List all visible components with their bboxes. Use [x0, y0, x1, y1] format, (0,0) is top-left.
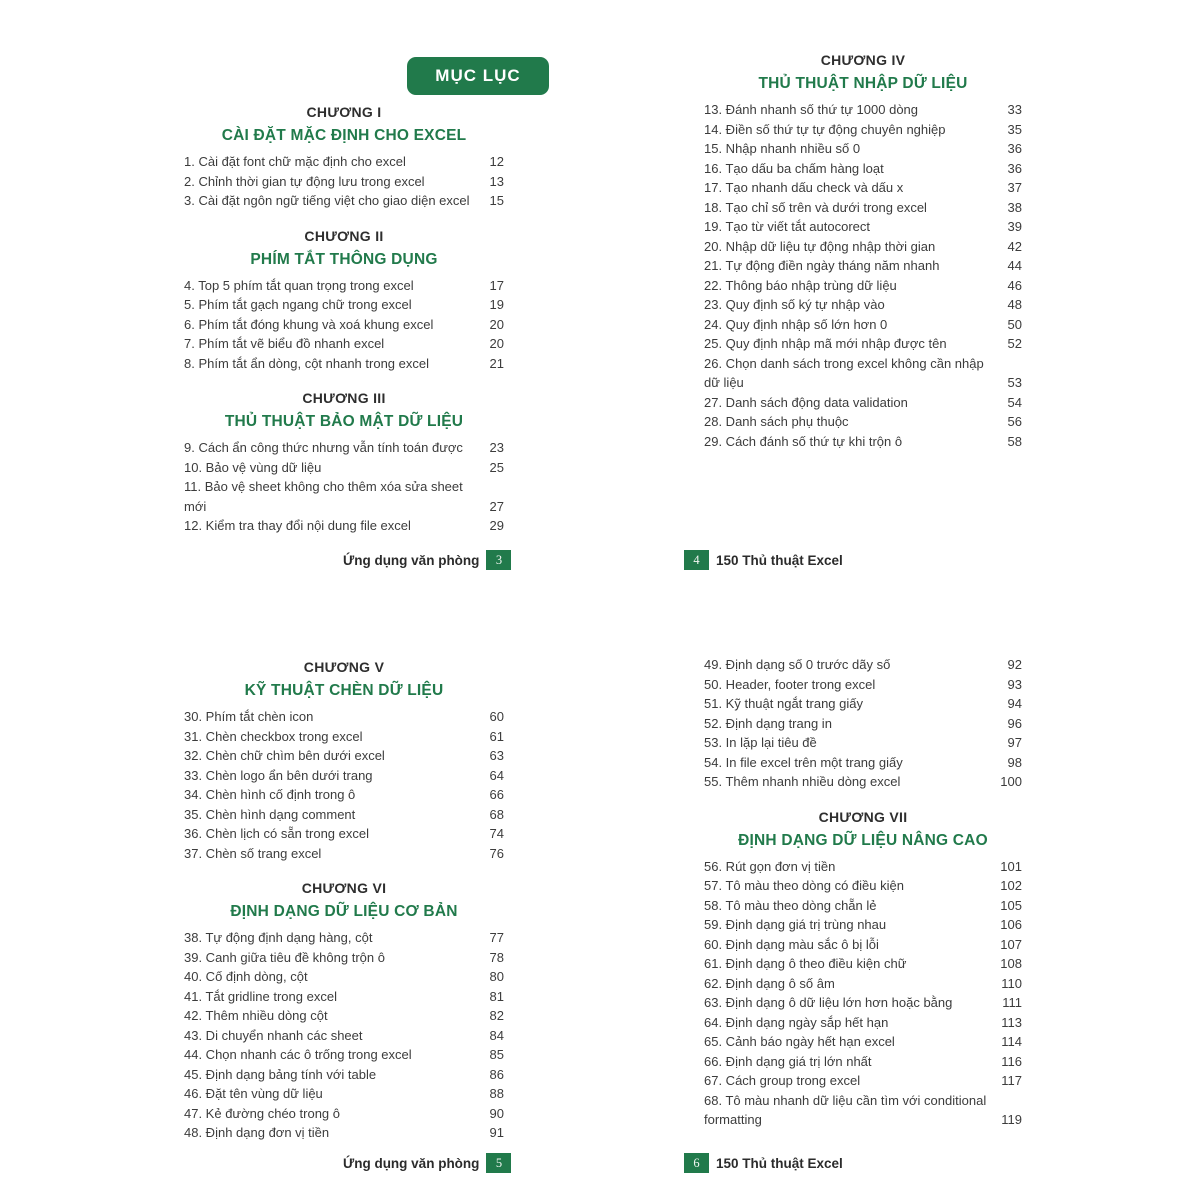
toc-item: [704, 256, 1022, 276]
toc-item: [704, 915, 1022, 935]
toc-item-text: 18. Tạo chỉ số trên và dưới trong excel: [704, 199, 927, 215]
toc-item: [704, 315, 1022, 335]
toc-item-page: 90: [489, 1105, 504, 1121]
toc-item: [184, 295, 504, 315]
toc-item: [704, 1032, 1022, 1052]
toc-item-text: 13. Đánh nhanh số thứ tự 1000 dòng: [704, 102, 919, 117]
toc-item-page: 80: [489, 969, 504, 984]
toc-item: [704, 178, 1022, 198]
toc-column-page5: [184, 658, 504, 1143]
toc-item-page: 93: [1007, 676, 1022, 692]
toc-item-text: 4. Top 5 phím tắt quan trọng trong excel: [184, 277, 414, 293]
toc-item-page: 68: [489, 806, 504, 822]
toc-item-text: 31. Chèn checkbox trong excel: [184, 728, 363, 744]
toc-item-text: 5. Phím tắt gạch ngang chữ trong excel: [184, 297, 412, 312]
toc-item-text: 32. Chèn chữ chìm bên dưới excel: [184, 748, 385, 763]
toc-item-page: 36: [1007, 141, 1022, 156]
toc-item-text: 9. Cách ẩn công thức nhưng vẫn tính toán được: [184, 440, 463, 455]
toc-item-text: 11. Bảo vệ sheet không cho thêm xóa sửa sheet mới: [184, 479, 463, 514]
toc-item: [184, 191, 504, 211]
toc-item: [704, 694, 1022, 714]
toc-item-page: 106: [1000, 917, 1022, 932]
toc-chapter-block: [184, 658, 504, 863]
chapter-heading: CHƯƠNG II: [304, 227, 384, 244]
toc-item-text: 52. Định dạng trang in: [704, 715, 832, 731]
toc-item-text: 62. Định dạng ô số âm: [704, 975, 835, 991]
toc-item-page: 53: [1007, 375, 1022, 390]
toc-item-page: 46: [1007, 277, 1022, 293]
chapter-heading: CHƯƠNG I: [306, 104, 382, 120]
toc-column-page3: [184, 103, 504, 536]
toc-item: [184, 334, 504, 354]
toc-item: [184, 172, 504, 192]
toc-item: [184, 785, 504, 805]
toc-item-page: 82: [489, 1008, 504, 1023]
footer-right-page4: [684, 550, 843, 570]
toc-item: [704, 655, 1022, 675]
toc-item-page: 52: [1007, 336, 1022, 351]
toc-item: [184, 516, 504, 536]
toc-item: [184, 1084, 504, 1104]
toc-item-text: 51. Kỹ thuật ngắt trang giấy: [704, 696, 863, 711]
toc-item: [704, 139, 1022, 159]
page-number-badge: 5: [486, 1153, 511, 1173]
toc-item-page: 38: [1007, 199, 1022, 215]
toc-item: [184, 354, 504, 374]
toc-item-page: 101: [1000, 858, 1022, 874]
toc-item: [704, 1052, 1022, 1072]
chapter-title: ĐỊNH DẠNG DỮ LIỆU CƠ BẢN: [230, 903, 458, 920]
toc-item: [184, 707, 504, 727]
toc-item: [704, 354, 1022, 393]
toc-item-page: 84: [489, 1027, 504, 1043]
chapter-title: THỦ THUẬT BẢO MẬT DỮ LIỆU: [224, 413, 464, 430]
toc-item: [704, 276, 1022, 296]
toc-item-text: 21. Tự động điền ngày tháng năm nhanh: [704, 258, 940, 273]
toc-item: [704, 954, 1022, 974]
toc-item: [184, 1006, 504, 1026]
toc-item-text: 28. Danh sách phụ thuộc: [704, 414, 849, 429]
toc-item-page: 36: [1007, 160, 1022, 176]
toc-item-text: 30. Phím tắt chèn icon: [184, 709, 314, 724]
toc-item: [704, 974, 1022, 994]
toc-item-text: 47. Kẻ đường chéo trong ô: [184, 1105, 340, 1121]
toc-item-text: 8. Phím tắt ẩn dòng, cột nhanh trong excel: [184, 355, 429, 371]
toc-item: [184, 315, 504, 335]
chapter-title: KỸ THUẬT CHÈN DỮ LIỆU: [244, 682, 444, 699]
footer-book-title: 150 Thủ thuật Excel: [716, 1155, 843, 1171]
toc-item-page: 81: [489, 988, 504, 1004]
toc-item-text: 64. Định dạng ngày sắp hết hạn: [704, 1014, 889, 1030]
footer-brand-label: Ứng dụng văn phòng: [343, 1155, 480, 1171]
toc-title-label: MỤC LỤC: [435, 66, 521, 85]
toc-item: [704, 733, 1022, 753]
toc-item-text: 45. Định dạng bảng tính với table: [184, 1066, 377, 1082]
toc-item: [704, 772, 1022, 792]
toc-chapter-block: [184, 879, 504, 1143]
toc-item-page: 117: [1001, 1073, 1022, 1088]
chapter-title: ĐỊNH DẠNG DỮ LIỆU NÂNG CAO: [738, 831, 988, 849]
toc-item: [704, 159, 1022, 179]
toc-item-text: 16. Tạo dấu ba chấm hàng loạt: [704, 160, 884, 176]
toc-item-text: 50. Header, footer trong excel: [704, 676, 876, 692]
toc-item-page: 74: [489, 826, 504, 841]
toc-item: [704, 993, 1022, 1013]
page-number-badge: 4: [684, 550, 709, 570]
toc-item-text: 34. Chèn hình cố định trong ô: [184, 787, 356, 802]
toc-item-text: 44. Chọn nhanh các ô trống trong excel: [184, 1047, 412, 1062]
toc-item-page: 113: [1001, 1014, 1022, 1030]
toc-item-page: 108: [1000, 956, 1022, 971]
toc-item-text: 24. Quy định nhập số lớn hơn 0: [704, 316, 888, 332]
toc-item-text: 26. Chọn danh sách trong excel không cần nhập dữ liệu: [704, 355, 984, 390]
toc-chapter-block: [704, 51, 1022, 451]
toc-item-page: 58: [1007, 433, 1022, 449]
toc-item-page: 17: [489, 277, 504, 293]
toc-item: [704, 857, 1022, 877]
toc-item: [704, 198, 1022, 218]
chapter-title: PHÍM TẮT THÔNG DỤNG: [250, 250, 438, 268]
toc-item-text: 14. Điền số thứ tự tự động chuyên nghiệp: [704, 121, 946, 137]
toc-item: [704, 876, 1022, 896]
toc-item-text: 6. Phím tắt đóng khung và xoá khung excel: [184, 316, 434, 332]
toc-item-text: 61. Định dạng ô theo điều kiện chữ: [704, 956, 907, 971]
toc-item-text: 63. Định dạng ô dữ liệu lớn hơn hoặc bằng: [704, 995, 953, 1010]
toc-item-text: 22. Thông báo nhập trùng dữ liệu: [704, 277, 897, 293]
toc-item: [184, 1104, 504, 1124]
toc-item: [184, 438, 504, 458]
toc-item-page: 116: [1001, 1053, 1022, 1069]
toc-item: [184, 1065, 504, 1085]
toc-item-text: 40. Cố định dòng, cột: [184, 969, 308, 984]
toc-item: [184, 967, 504, 987]
toc-item-text: 2. Chỉnh thời gian tự động lưu trong excel: [184, 173, 425, 189]
toc-item-text: 37. Chèn số trang excel: [184, 845, 322, 861]
footer-book-title: 150 Thủ thuật Excel: [716, 552, 843, 568]
toc-item-text: 68. Tô màu nhanh dữ liệu cần tìm với conditional formatting: [704, 1092, 987, 1127]
toc-item-page: 114: [1001, 1034, 1022, 1049]
toc-item: [184, 1026, 504, 1046]
toc-item-text: 56. Rút gọn đơn vị tiền: [704, 858, 836, 874]
toc-chapter-block: [184, 103, 504, 211]
toc-item-page: 15: [489, 193, 504, 208]
toc-item: [704, 1013, 1022, 1033]
toc-item-text: 20. Nhập dữ liệu tự động nhập thời gian: [704, 238, 936, 254]
toc-item-text: 59. Định dạng giá trị trùng nhau: [704, 917, 887, 932]
toc-item: [184, 1045, 504, 1065]
toc-item-page: 23: [489, 440, 504, 455]
toc-item-text: 60. Định dạng màu sắc ô bị lỗi: [704, 936, 879, 952]
toc-item: [704, 217, 1022, 237]
toc-item-page: 78: [489, 949, 504, 965]
toc-item: [704, 714, 1022, 734]
toc-item-text: 25. Quy định nhập mã mới nhập được tên: [704, 336, 947, 351]
toc-item: [184, 746, 504, 766]
page-number-badge: 3: [486, 550, 511, 570]
toc-item-page: 77: [489, 930, 504, 945]
toc-item-page: 111: [1002, 995, 1022, 1010]
toc-item-text: 1. Cài đặt font chữ mặc định cho excel: [184, 154, 406, 169]
toc-item: [704, 100, 1022, 120]
toc-item-page: 56: [1007, 414, 1022, 429]
toc-item-page: 61: [489, 728, 504, 744]
toc-column-page6: [704, 655, 1022, 1130]
toc-item-text: 41. Tắt gridline trong excel: [184, 988, 337, 1004]
toc-item-text: 17. Tạo nhanh dấu check và dấu x: [704, 180, 904, 195]
toc-chapter-block: [184, 389, 504, 536]
toc-item-page: 98: [1007, 754, 1022, 770]
toc-chapter-block: [184, 227, 504, 374]
toc-item: [184, 824, 504, 844]
toc-item: [704, 896, 1022, 916]
toc-item: [184, 766, 504, 786]
footer-right-page6: [684, 1153, 843, 1173]
footer-left-page3: [343, 550, 511, 570]
toc-item: [184, 928, 504, 948]
toc-item: [184, 458, 504, 478]
toc-item-page: 44: [1007, 258, 1022, 273]
toc-item-text: 27. Danh sách động data validation: [704, 394, 908, 410]
toc-item-text: 65. Cảnh báo ngày hết hạn excel: [704, 1034, 895, 1049]
toc-item-page: 13: [489, 173, 504, 189]
toc-item-page: 88: [489, 1086, 504, 1101]
toc-item-text: 38. Tự động định dạng hàng, cột: [184, 930, 373, 945]
footer-left-page5: [343, 1153, 511, 1173]
toc-item-text: 54. In file excel trên một trang giấy: [704, 754, 903, 770]
toc-item: [704, 432, 1022, 452]
toc-item-text: 46. Đặt tên vùng dữ liệu: [184, 1086, 323, 1101]
toc-item-text: 53. In lặp lại tiêu đề: [704, 735, 817, 750]
toc-item-page: 39: [1007, 219, 1022, 234]
toc-item: [704, 412, 1022, 432]
toc-item-page: 97: [1007, 735, 1022, 750]
toc-item-page: 64: [489, 767, 504, 783]
toc-item-page: 92: [1007, 657, 1022, 672]
chapter-heading: CHƯƠNG VII: [818, 808, 908, 825]
toc-item-page: 54: [1007, 394, 1022, 410]
toc-item-page: 29: [489, 518, 504, 533]
toc-item-page: 91: [489, 1125, 504, 1140]
toc-item-text: 66. Định dạng giá trị lớn nhất: [704, 1053, 872, 1069]
chapter-title: CÀI ĐẶT MẶC ĐỊNH CHO EXCEL: [221, 127, 467, 144]
toc-item-text: 49. Định dạng số 0 trước dãy số: [704, 657, 891, 672]
toc-chapter-block: [704, 808, 1022, 1130]
page-number-badge: 6: [684, 1153, 709, 1173]
toc-item: [704, 120, 1022, 140]
toc-item-page: 42: [1007, 238, 1022, 254]
toc-item: [704, 675, 1022, 695]
toc-item-page: 50: [1007, 316, 1022, 332]
toc-item: [704, 295, 1022, 315]
toc-item-text: 39. Canh giữa tiêu đề không trộn ô: [184, 949, 385, 965]
footer-brand-label: Ứng dụng văn phòng: [343, 552, 480, 568]
toc-item-page: 33: [1007, 102, 1022, 117]
toc-item-page: 60: [489, 709, 504, 724]
toc-item: [184, 152, 504, 172]
toc-item: [184, 805, 504, 825]
toc-item-text: 35. Chèn hình dạng comment: [184, 806, 356, 822]
toc-item-page: 102: [1000, 878, 1022, 893]
toc-item-text: 12. Kiểm tra thay đổi nội dung file excel: [184, 518, 411, 533]
toc-item-page: 100: [1000, 774, 1022, 789]
toc-item-page: 35: [1007, 121, 1022, 137]
toc-item-text: 7. Phím tắt vẽ biểu đồ nhanh excel: [184, 336, 385, 351]
toc-item-page: 20: [489, 316, 504, 332]
toc-item-text: 55. Thêm nhanh nhiều dòng excel: [704, 774, 901, 789]
toc-item-text: 36. Chèn lịch có sẵn trong excel: [184, 826, 369, 841]
toc-item-page: 21: [489, 355, 504, 371]
chapter-heading: CHƯƠNG VI: [301, 880, 387, 896]
toc-item-text: 15. Nhập nhanh nhiều số 0: [704, 141, 861, 156]
toc-item: [184, 987, 504, 1007]
toc-item-page: 119: [1001, 1112, 1022, 1127]
toc-item-text: 48. Định dạng đơn vị tiền: [184, 1125, 330, 1140]
toc-item-text: 42. Thêm nhiều dòng cột: [184, 1008, 328, 1023]
toc-item: [704, 753, 1022, 773]
toc-item-page: 27: [489, 498, 504, 514]
toc-title-badge: [407, 57, 549, 95]
chapter-heading: CHƯƠNG V: [303, 659, 385, 675]
toc-item: [184, 948, 504, 968]
toc-item-page: 96: [1007, 715, 1022, 731]
toc-item: [704, 935, 1022, 955]
toc-item-text: 57. Tô màu theo dòng có điều kiện: [704, 878, 904, 893]
toc-item: [704, 334, 1022, 354]
toc-item-text: 23. Quy định số ký tự nhập vào: [704, 297, 885, 312]
chapter-title: THỦ THUẬT NHẬP DỮ LIỆU: [758, 75, 968, 92]
toc-item-text: 10. Bảo vệ vùng dữ liệu: [184, 459, 322, 475]
toc-item: [184, 844, 504, 864]
toc-item-page: 66: [489, 787, 504, 802]
toc-item-page: 12: [489, 154, 504, 169]
toc-item-page: 25: [489, 459, 504, 475]
chapter-heading: CHƯƠNG IV: [820, 52, 906, 68]
toc-item: [184, 477, 504, 516]
toc-item: [184, 1123, 504, 1143]
toc-item-page: 63: [489, 748, 504, 763]
toc-item-page: 85: [489, 1047, 504, 1062]
toc-item-page: 37: [1007, 180, 1022, 195]
toc-item-text: 19. Tạo từ viết tắt autocorect: [704, 219, 870, 234]
toc-item-text: 33. Chèn logo ẩn bên dưới trang: [184, 767, 373, 783]
toc-item: [184, 276, 504, 296]
toc-column-page4: [704, 51, 1022, 451]
toc-item-page: 110: [1001, 975, 1022, 991]
toc-chapter-block: [704, 655, 1022, 792]
toc-item: [704, 393, 1022, 413]
toc-item-page: 20: [489, 336, 504, 351]
toc-item-page: 105: [1000, 897, 1022, 913]
toc-item-text: 3. Cài đặt ngôn ngữ tiếng việt cho giao diện excel: [184, 193, 470, 208]
toc-item-text: 29. Cách đánh số thứ tự khi trộn ô: [704, 433, 903, 449]
toc-item-text: 58. Tô màu theo dòng chẵn lẻ: [704, 897, 877, 913]
toc-item: [704, 237, 1022, 257]
toc-item-text: 43. Di chuyển nhanh các sheet: [184, 1027, 363, 1043]
toc-item-page: 107: [1000, 936, 1022, 952]
toc-item: [704, 1091, 1022, 1130]
toc-item-page: 48: [1007, 297, 1022, 312]
toc-item: [704, 1071, 1022, 1091]
toc-item-page: 86: [489, 1066, 504, 1082]
toc-item-page: 76: [489, 845, 504, 861]
toc-item-page: 94: [1007, 696, 1022, 711]
toc-item-page: 19: [489, 297, 504, 312]
toc-item: [184, 727, 504, 747]
toc-item-text: 67. Cách group trong excel: [704, 1073, 861, 1088]
chapter-heading: CHƯƠNG III: [302, 390, 386, 406]
